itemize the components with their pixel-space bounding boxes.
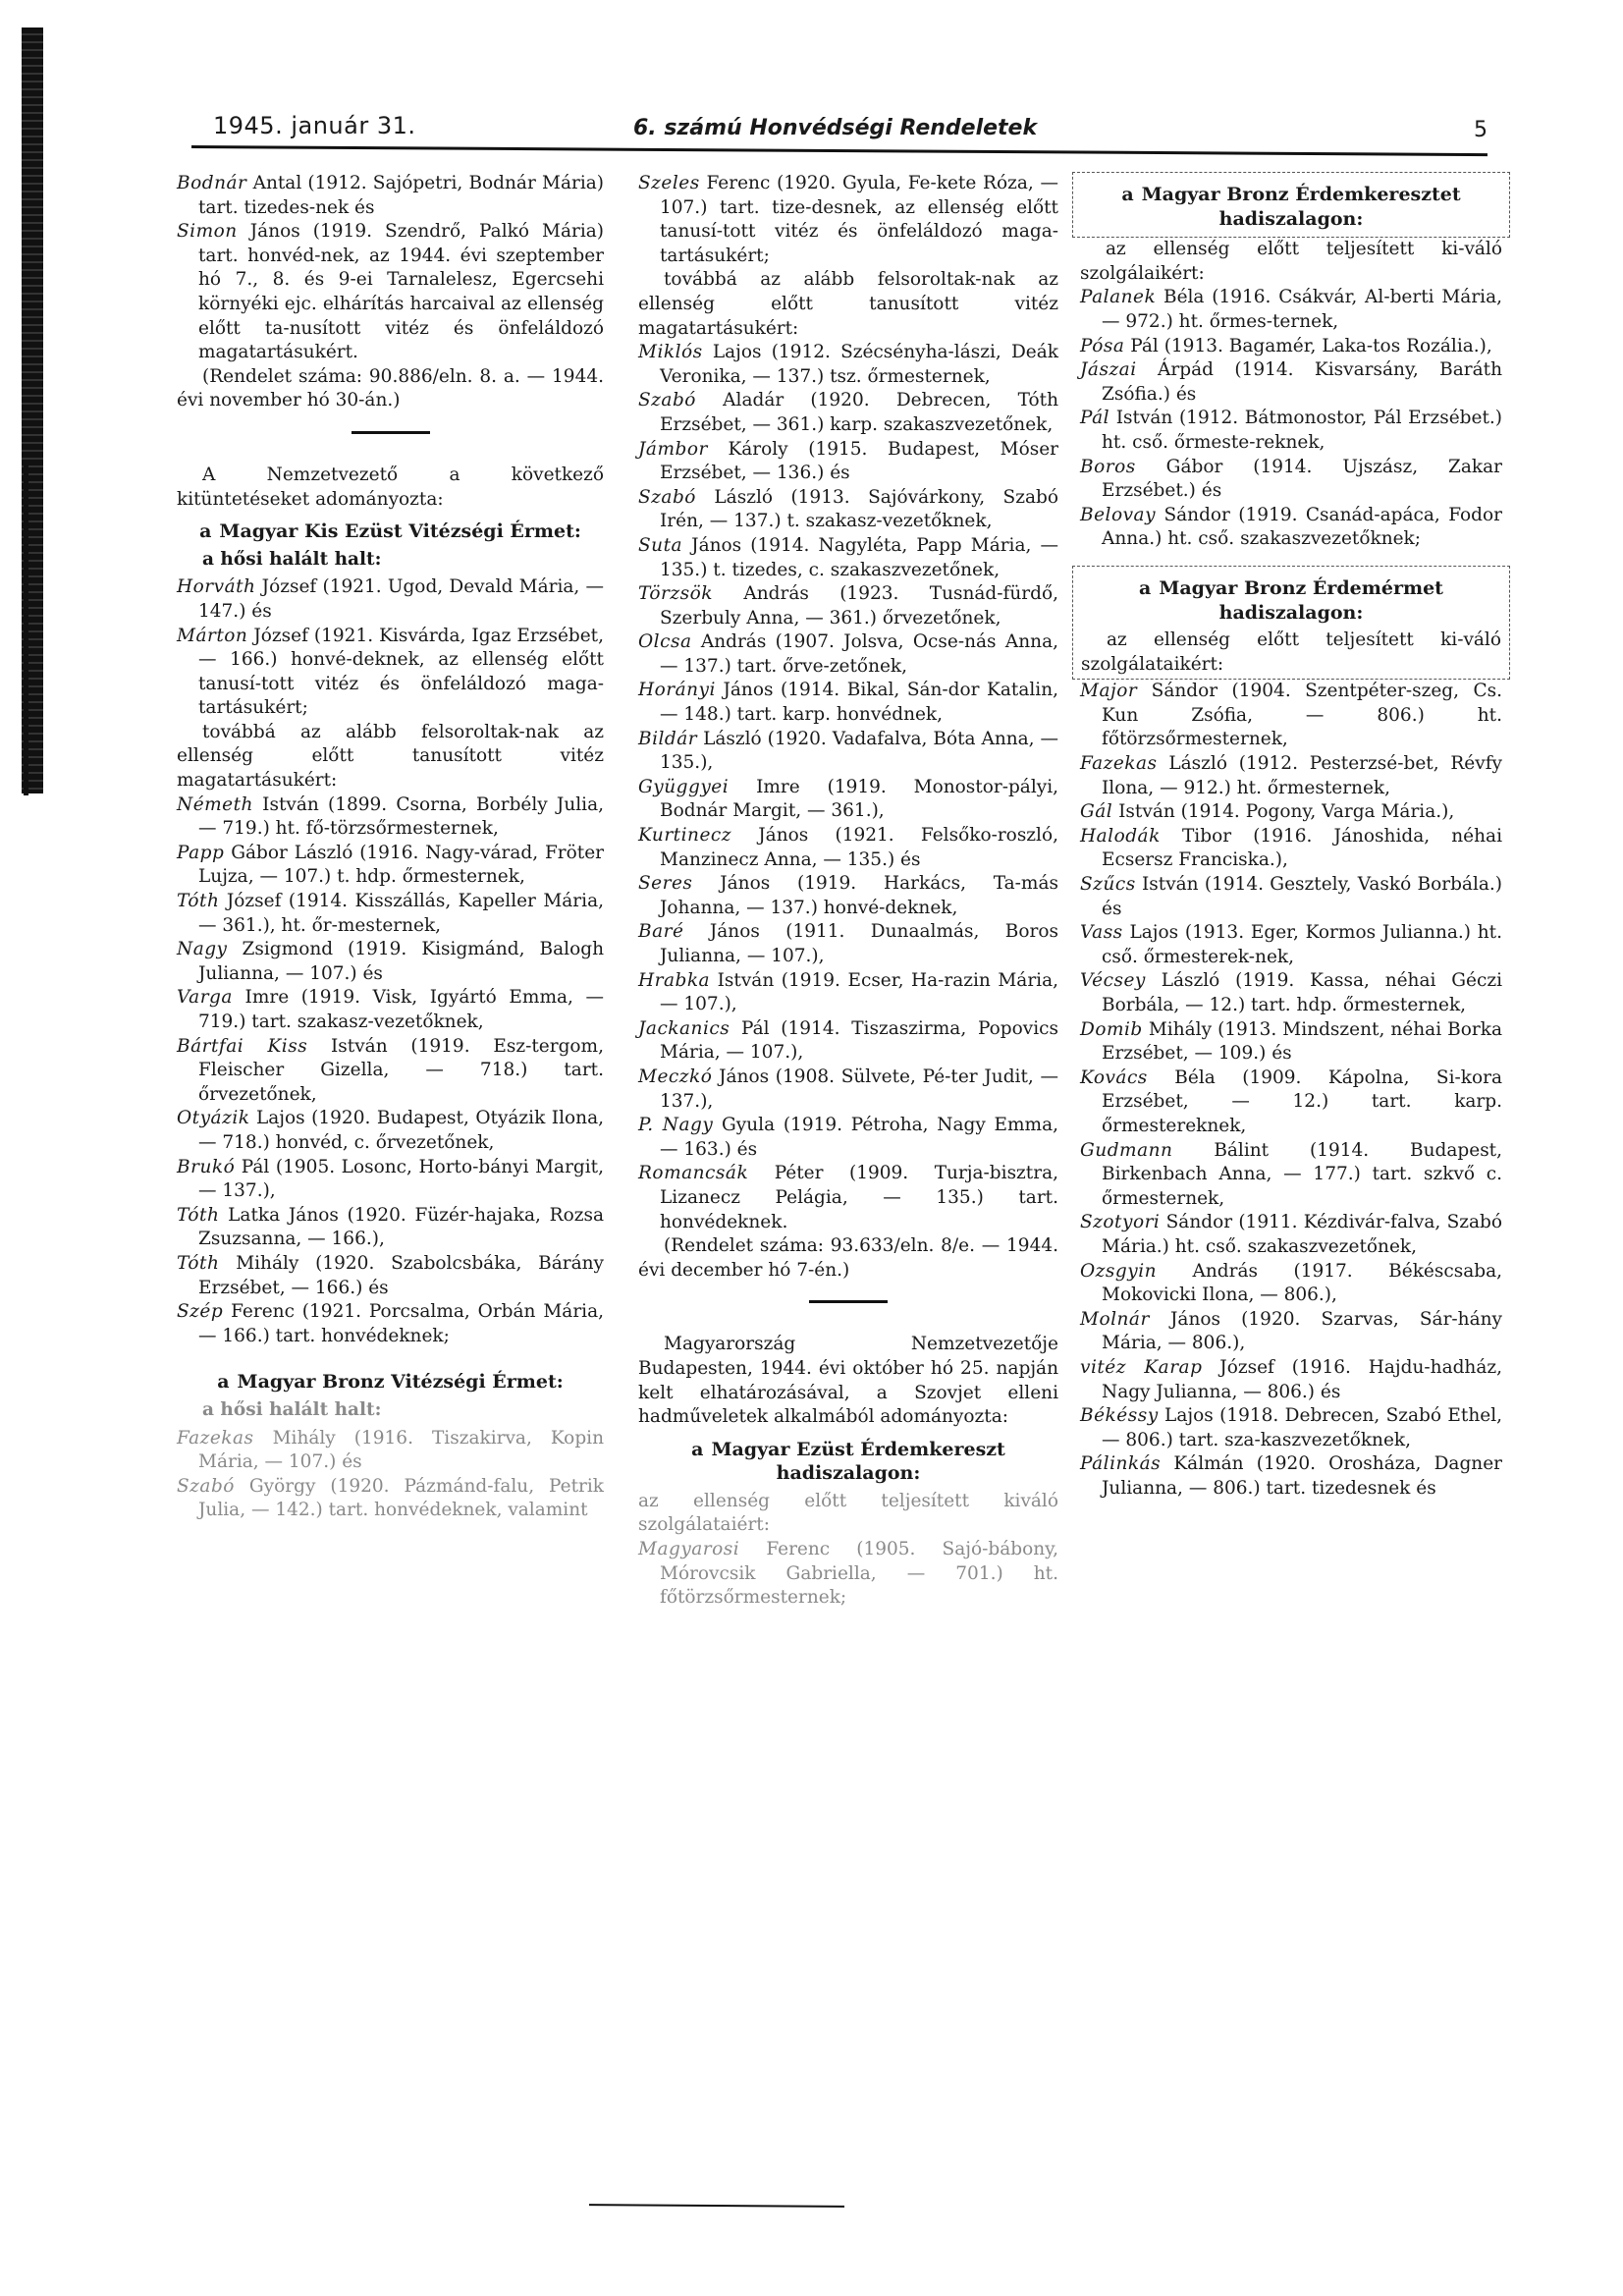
award-heading: a Magyar Bronz Érdemkeresztet hadiszalagon: (1121, 184, 1461, 230)
entry-surname: Major (1080, 681, 1138, 702)
list-item (177, 793, 604, 842)
list-item (1080, 1066, 1502, 1139)
binding-edge-inner (24, 462, 28, 795)
entry-text: István (1919. Esz-tergom, Fleischer Gizella, — 718.) tart. őrvezetőnek, (198, 1035, 604, 1105)
entry-text: Lajos (1912. Szécsényha-lászi, Deák Veronika, — 137.) tsz. őrmesternek, (660, 342, 1058, 387)
entry-surname: Vécsey (1080, 970, 1146, 992)
entry-text: István (1914. Gesztely, Vaskó Borbála.) és (1102, 874, 1502, 919)
entry-surname: Seres (638, 873, 693, 895)
entry-surname: Kurtinecz (638, 825, 731, 847)
entry-text: József (1914. Kisszállás, Kapeller Mária, — 361.), ht. őr-mesternek, (198, 891, 604, 936)
entry-surname: Szotyori (1080, 1212, 1161, 1233)
list-item (638, 969, 1058, 1017)
entry-text: Árpád (1914. Kisvarsány, Baráth Zsófia.) és (1102, 359, 1502, 405)
entry-surname: Vass (1080, 922, 1123, 944)
entry-surname: Békéssy (1080, 1405, 1159, 1427)
entry-surname: Törzsök (638, 583, 713, 605)
entry-text: László (1913. Sajóvárkony, Szabó Irén, — 137.) t. szakasz-vezetőknek, (660, 486, 1058, 532)
entry-list (177, 793, 604, 1349)
entry-text: Ferenc (1921. Porcsalma, Orbán Mária, — 166.) tart. honvédeknek; (198, 1301, 604, 1346)
list-item (177, 1252, 604, 1300)
entry-text: Péter (1909. Turja-bisztra, Lizanecz Pelágia, — 135.) tart. honvédeknek. (660, 1163, 1058, 1232)
entry-text: József (1916. Hajdu-hadház, Nagy Julianna, — 806.) és (1102, 1356, 1503, 1402)
entry-text: Sándor (1911. Kézdivár-falva, Szabó Mária.) ht. cső. szakaszvezetőnek, (1102, 1212, 1502, 1257)
section-separator (352, 431, 430, 434)
list-item (177, 890, 604, 938)
entry-text: Mihály (1920. Szabolcsbáka, Bárány Erzsébet, — 166.) és (198, 1252, 604, 1298)
list-item (1080, 873, 1502, 921)
entry-text: János (1920. Szarvas, Sár-hány Mária, — 806.), (1102, 1308, 1502, 1354)
entry-list (177, 172, 604, 365)
entry-list (177, 1427, 604, 1523)
list-item (177, 575, 604, 624)
list-item (1080, 1260, 1502, 1308)
entry-list (638, 1538, 1058, 1611)
list-item (177, 1107, 604, 1155)
entry-surname: Szeles (638, 173, 700, 193)
left-column (177, 172, 604, 1523)
entry-text: Ferenc (1905. Sajó-bábony, Mórovcsik Gabriella, — 701.) ht. főtörzsőrmesternek; (660, 1539, 1058, 1609)
entry-text: István (1914. Pogony, Varga Mária.), (1118, 801, 1455, 823)
entry-surname: Szabó (177, 1475, 235, 1497)
list-item (1080, 1018, 1502, 1066)
footer-rule (589, 2204, 844, 2208)
entry-surname: Horváth (177, 576, 256, 598)
page-header (201, 108, 1488, 147)
list-item (638, 1538, 1058, 1611)
list-item (1080, 1211, 1502, 1259)
entry-surname: Simon (177, 221, 238, 243)
entry-text: Tibor (1916. Jánoshida, néhai Ecsersz Franciska.), (1102, 825, 1502, 871)
section-separator (809, 1300, 888, 1303)
entry-text: László (1919. Kassa, néhai Géczi Borbála, — 12.) tart. hdp. őrmesternek, (1102, 970, 1502, 1015)
entry-text: János (1914. Nagyléta, Papp Mária, — 135.) t. tizedes, c. szakaszvezetőnek, (660, 534, 1058, 580)
list-item (1080, 1308, 1502, 1356)
entry-surname: Jámbor (638, 438, 708, 460)
entry-surname: Horányi (638, 680, 716, 701)
entry-surname: Tóth (177, 1252, 220, 1274)
list-item (177, 220, 604, 365)
entry-surname: Bodnár (177, 173, 247, 193)
entry-text: János (1919. Szendrő, Palkó Mária) tart. honvéd-nek, az 1944. évi szeptember hó 7., 8. és 9-ei Tarnalelesz, Egercsehi környéki ejc. elhárítás harcaival az ellenség előtt ta-nusított vitéz és önfeláldozó magatartásukért. (198, 221, 604, 363)
entry-text: Pál (1914. Tiszaszirma, Popovics Mária, — 107.), (660, 1017, 1058, 1064)
entry-surname: Tóth (177, 891, 220, 912)
list-item (638, 1066, 1058, 1114)
entry-text: Lajos (1920. Budapest, Otyázik Ilona, — 718.) honvéd, c. őrvezetőnek, (198, 1108, 604, 1153)
entry-surname: Papp (177, 842, 225, 863)
list-item (638, 389, 1058, 437)
award-heading: a Magyar Bronz Érdemérmet hadiszalagon: (1139, 576, 1443, 624)
entry-text: István (1919. Ecser, Ha-razin Mária, — 107.), (660, 969, 1058, 1015)
entry-text: Gábor (1914. Ujszász, Zakar Erzsébet.) és (1102, 456, 1502, 502)
list-item (1080, 1452, 1502, 1501)
entry-surname: Jackanics (638, 1017, 730, 1039)
entry-text: László (1912. Pesterzsé-bet, Révfy Ilona, — 912.) ht. őrmesternek, (1102, 753, 1503, 798)
list-item (638, 172, 1058, 268)
award-subheading: az ellenség előtt teljesített ki-váló szolgálaikért: (1080, 239, 1502, 284)
list-item (177, 1475, 604, 1523)
award-heading-box (1072, 566, 1510, 680)
list-item (1080, 286, 1502, 334)
entry-surname: Brukó (177, 1156, 236, 1177)
further-intro: továbbá az alább felsoroltak-nak az ellenség előtt tanusított vitéz magatartásukért: (177, 721, 604, 792)
entry-surname: Boros (1080, 456, 1136, 477)
entry-text: Pál (1905. Losonc, Horto-bányi Margit, — 137.), (198, 1156, 604, 1202)
entry-surname: Fazekas (1080, 753, 1158, 775)
entry-text: Bálint (1914. Budapest, Birkenbach Anna, — 177.) tart. szkvő c. őrmesternek, (1102, 1139, 1502, 1209)
entry-surname: Romancsák (638, 1163, 749, 1184)
entry-text: Béla (1916. Csákvár, Al-berti Mária, — 972.) ht. őrmes-ternek, (1102, 287, 1502, 332)
entry-surname: Szabó (638, 390, 696, 411)
entry-text: Antal (1912. Sajópetri, Bodnár Mária) tart. tizedes-nek és (198, 173, 604, 218)
entry-surname: Fazekas (177, 1427, 254, 1449)
entry-surname: Márton (177, 625, 248, 646)
entry-surname: vitéz Karap (1080, 1356, 1203, 1378)
list-item (1080, 969, 1502, 1017)
list-item (177, 986, 604, 1034)
entry-text: Lajos (1913. Eger, Kormos Julianna.) ht. cső. őrmesterek-nek, (1102, 922, 1502, 967)
entry-surname: Pál (1080, 408, 1110, 429)
entry-surname: Gyüggyei (638, 776, 730, 797)
list-item (1080, 504, 1502, 552)
entry-text: János (1921. Felsőko-roszló, Manzinecz Anna, — 135.) és (660, 825, 1058, 870)
entry-list (1080, 286, 1502, 552)
entry-text: Gábor László (1916. Nagy-várad, Fröter Lujza, — 107.) t. hdp. őrmesternek, (198, 842, 604, 888)
entry-text: Imre (1919. Monostor-pályi, Bodnár Margit, — 361.), (660, 776, 1058, 822)
entry-list (638, 172, 1058, 268)
entry-text: István (1899. Csorna, Borbély Julia, — 719.) ht. fő-törzsőrmesternek, (198, 793, 604, 840)
entry-text: Imre (1919. Visk, Igyártó Emma, — 719.) tart. szakasz-vezetőknek, (198, 987, 605, 1032)
header-title: 6. számú Honvédségi Rendeletek (633, 116, 1038, 140)
further-intro: továbbá az alább felsoroltak-nak az ellenség előtt tanusított vitéz magatartásukért: (638, 269, 1058, 339)
entry-list (1080, 680, 1502, 1501)
list-item (177, 1427, 604, 1475)
entry-list (177, 575, 604, 721)
award-heading-box (1072, 172, 1510, 238)
entry-surname: P. Nagy (638, 1115, 714, 1136)
list-item (638, 582, 1058, 630)
decree-reference: (Rendelet száma: 93.633/eln. 8/e. — 1944. évi december hó 7-én.) (638, 1235, 1058, 1281)
award-heading: a Magyar Ezüst Érdemkereszt hadiszalagon: (691, 1438, 1005, 1485)
list-item (1080, 335, 1502, 359)
entry-text: Latka János (1920. Füzér-hajaka, Rozsa Zsuzsanna, — 166.), (198, 1204, 604, 1250)
entry-text: Lajos (1918. Debrecen, Szabó Ethel, — 806.) tart. sza-kaszvezetőknek, (1102, 1405, 1502, 1450)
list-item (638, 1162, 1058, 1234)
entry-surname: Németh (177, 793, 253, 815)
list-item (1080, 1356, 1502, 1404)
right-column (1080, 172, 1502, 1501)
entry-surname: Tóth (177, 1204, 220, 1226)
list-item (638, 776, 1058, 824)
entry-surname: Magyarosi (638, 1539, 740, 1560)
entry-text: Pál (1913. Bagamér, Laka-tos Rozália.), (1130, 335, 1492, 356)
entry-text: Gyula (1919. Pétroha, Nagy Emma, — 163.) és (660, 1115, 1058, 1160)
entry-text: István (1912. Bátmonostor, Pál Erzsébet.) ht. cső. őrmeste-reknek, (1102, 408, 1502, 453)
entry-surname: Molnár (1080, 1308, 1150, 1330)
entry-text: János (1911. Dunaalmás, Boros Julianna, — 107.), (660, 921, 1058, 966)
list-item (638, 1017, 1058, 1066)
list-item (638, 679, 1058, 727)
entry-text: András (1923. Tusnád-fürdő, Szerbuly Anna, — 361.) őrvezetőnek, (660, 583, 1058, 629)
entry-surname: Pálinkás (1080, 1453, 1162, 1475)
entry-surname: Baré (638, 921, 684, 943)
entry-surname: Miklós (638, 342, 703, 363)
entry-text: Zsigmond (1919. Kisigmánd, Balogh Julianna, — 107.) és (198, 939, 604, 984)
entry-text: Aladár (1920. Debrecen, Tóth Erzsébet, — 361.) karp. szakaszvezetőnek, (660, 390, 1058, 435)
entry-surname: Suta (638, 534, 683, 556)
award-subheading: az ellenség előtt teljesített ki-váló szolgálataikért: (1081, 629, 1501, 675)
award-heading: a Magyar Kis Ezüst Vitézségi Érmet: (199, 520, 581, 543)
entry-surname: Belovay (1080, 504, 1157, 525)
entry-text: Mihály (1916. Tiszakirva, Kopin Mária, — 107.) és (198, 1427, 604, 1473)
entry-text: János (1919. Harkács, Ta-más Johanna, — 137.) honvé-deknek, (660, 873, 1058, 918)
entry-surname: Szép (177, 1301, 224, 1323)
award-subheading: az ellenség előtt teljesített kiváló szolgálataiért: (638, 1490, 1058, 1536)
list-item (177, 1300, 604, 1348)
page-number: 5 (1474, 118, 1488, 142)
entry-surname: Szabó (638, 486, 696, 508)
entry-surname: Szűcs (1080, 874, 1136, 896)
list-item (638, 1114, 1058, 1162)
list-item (1080, 456, 1502, 504)
section-intro: A Nemzetvezető a következő kitüntetéseket adományozta: (177, 464, 604, 510)
list-item (1080, 407, 1502, 455)
list-item (638, 438, 1058, 486)
entry-surname: Palanek (1080, 287, 1157, 308)
entry-text: György (1920. Pázmánd-falu, Petrik Julia, — 142.) tart. honvédeknek, valamint (198, 1475, 604, 1521)
entry-surname: Ozsgyin (1080, 1260, 1158, 1282)
entry-text: József (1921. Ugod, Devald Mária, — 147.) és (198, 576, 604, 622)
entry-surname: Meczkó (638, 1066, 713, 1087)
entry-text: János (1908. Sülvete, Pé-ter Judit, — 137.), (660, 1066, 1058, 1112)
entry-text: Ferenc (1920. Gyula, Fe-kete Róza, — 107.) tart. tize-desnek, az ellenség előtt tanusí-tott vitéz és önfeláldozó maga-tartásukért; (660, 173, 1058, 266)
entry-surname: Domib (1080, 1018, 1143, 1040)
list-item (638, 872, 1058, 920)
entry-text: János (1914. Bikal, Sán-dor Katalin, — 148.) tart. karp. honvédnek, (660, 680, 1058, 726)
list-item (1080, 921, 1502, 969)
entry-text: Mihály (1913. Mindszent, néhai Borka Erzsébet, — 109.) és (1102, 1018, 1502, 1065)
award-heading: a Magyar Bronz Vitézségi Érmet: (217, 1371, 564, 1394)
award-subheading: a hősi halált halt: (202, 1398, 382, 1420)
list-item (638, 728, 1058, 776)
award-subheading: a hősi halált halt: (202, 548, 382, 570)
entry-text: Kálmán (1920. Orosháza, Dagner Julianna, — 806.) tart. tizedesnek és (1102, 1453, 1502, 1499)
list-item (638, 824, 1058, 872)
list-item (638, 630, 1058, 679)
entry-surname: Gudmann (1080, 1139, 1173, 1161)
list-item (1080, 1139, 1502, 1212)
list-item (1080, 1404, 1502, 1452)
entry-text: András (1907. Jolsva, Ocse-nás Anna, — 137.) tart. őrve-zetőnek, (660, 631, 1058, 677)
list-item (638, 341, 1058, 389)
list-item (1080, 752, 1502, 800)
entry-surname: Gál (1080, 801, 1113, 823)
entry-text: Sándor (1904. Szentpéter-szeg, Cs. Kun Zsófia, — 806.) ht. főtörzsőrmesternek, (1102, 681, 1502, 750)
list-item (638, 534, 1058, 582)
list-item (1080, 825, 1502, 873)
decree-reference: (Rendelet száma: 90.886/eln. 8. a. — 1944. évi november hó 30-án.) (177, 365, 604, 411)
entry-surname: Jászai (1080, 359, 1137, 381)
middle-column (638, 172, 1058, 1611)
entry-text: László (1920. Vadafalva, Bóta Anna, — 135.), (660, 728, 1058, 774)
entry-surname: Hrabka (638, 969, 711, 991)
entry-surname: Bildár (638, 728, 698, 749)
list-item (177, 1035, 604, 1108)
entry-surname: Bártfai Kiss (177, 1035, 308, 1057)
entry-surname: Halodák (1080, 825, 1161, 847)
list-item (638, 920, 1058, 968)
section-intro: Magyarország Nemzetvezetője Budapesten, 1944. évi október hó 25. napján kelt elhatározásával, a Szovjet elleni hadműveletek alkalmából adományozta: (638, 1334, 1058, 1428)
list-item (177, 172, 604, 220)
list-item (177, 1156, 604, 1204)
entry-surname: Varga (177, 987, 233, 1009)
entry-surname: Pósa (1080, 335, 1125, 356)
list-item (177, 938, 604, 986)
list-item (177, 842, 604, 890)
entry-list (638, 341, 1058, 1234)
list-item (638, 486, 1058, 534)
entry-surname: Otyázik (177, 1108, 250, 1129)
entry-text: Sándor (1919. Csanád-apáca, Fodor Anna.) ht. cső. szakaszvezetőknek; (1102, 504, 1502, 550)
header-date: 1945. január 31. (213, 112, 416, 139)
entry-surname: Nagy (177, 939, 228, 960)
entry-surname: Kovács (1080, 1066, 1148, 1088)
list-item (1080, 358, 1502, 407)
entry-surname: Olcsa (638, 631, 692, 653)
entry-text: Károly (1915. Budapest, Móser Erzsébet, — 136.) és (660, 438, 1058, 484)
entry-text: Béla (1909. Kápolna, Si-kora Erzsébet, — 12.) tart. karp. őrmestereknek, (1102, 1066, 1502, 1136)
list-item (1080, 680, 1502, 752)
list-item (177, 1204, 604, 1252)
entry-text: András (1917. Békéscsaba, Mokovicki Ilona, — 806.), (1102, 1260, 1502, 1306)
list-item (177, 625, 604, 721)
entry-text: József (1921. Kisvárda, Igaz Erzsébet, — 166.) honvé-deknek, az ellenség előtt tanusí-tott vitéz és önfeláldozó maga-tartásukért; (198, 625, 604, 719)
list-item (1080, 800, 1502, 825)
